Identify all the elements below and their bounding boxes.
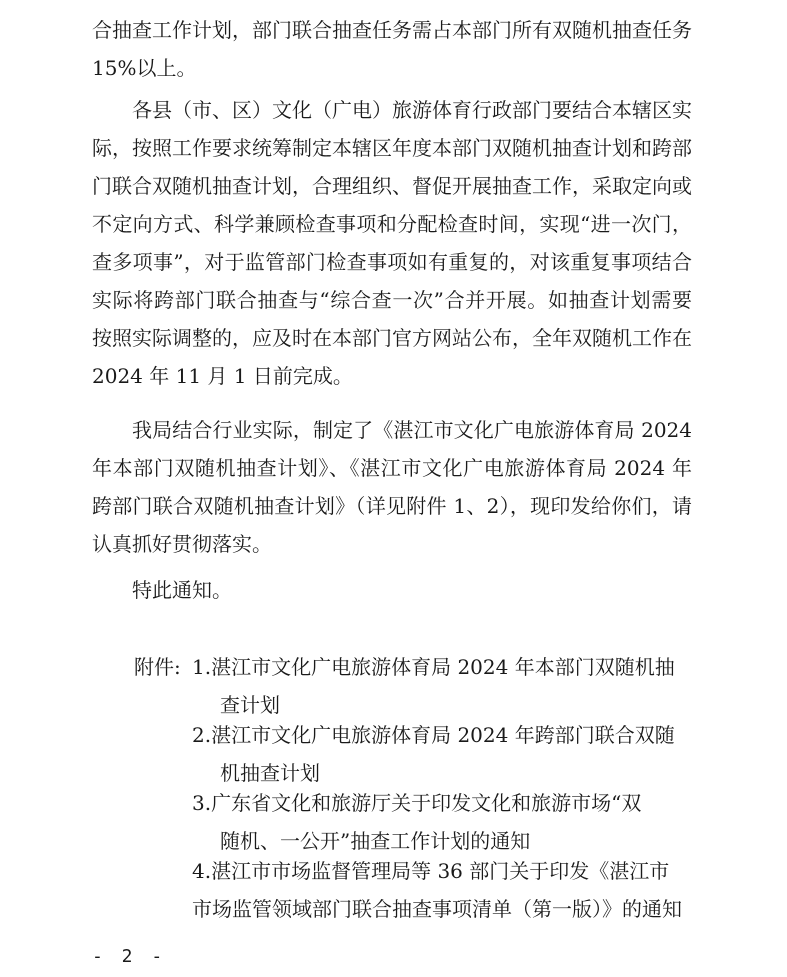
attachment-label: 附件: — [134, 655, 181, 679]
attachment-title-continued: 随机、一公开”抽查工作计划的通知 — [220, 829, 531, 853]
attachment-title: 广东省文化和旅游厅关于印发文化和旅游市场“双 — [211, 791, 642, 815]
attachment-title: 湛江市文化广电旅游体育局 2024 年跨部门联合双随 — [211, 723, 675, 747]
attachment-item-1 — [192, 648, 692, 724]
attachment-item-4 — [192, 852, 692, 928]
page-number: - 2 - — [92, 946, 167, 967]
attachment-number: 4. — [192, 859, 212, 883]
attachment-item-3 — [192, 784, 692, 860]
attachment-title-continued: 查计划 — [220, 693, 280, 717]
attachment-number: 1. — [192, 655, 212, 679]
attachment-title: 湛江市市场监督管理局等 36 部门关于印发《湛江市 — [211, 859, 670, 883]
attachment-number: 3. — [192, 791, 212, 815]
attachment-item-2 — [192, 716, 692, 792]
paragraph-1: 合抽查工作计划，部门联合抽查任务需占本部门所有双随机抽查任务 15%以上。 — [92, 18, 692, 80]
attachment-title-continued: 机抽查计划 — [220, 761, 320, 785]
paragraph-3: 我局结合行业实际，制定了《湛江市文化广电旅游体育局 2024年本部门双随机抽查计划》、《湛江市文化广电旅游体育局 2024 年跨部门联合双随机抽查计划》（详见附件 1、2），现印发给你们，请认真抓好贯彻落实。 — [92, 418, 692, 556]
attachment-title-continued: 市场监管领域部门联合抽查事项清单（第一版）》的通知 — [192, 897, 682, 921]
attachment-number: 2. — [192, 723, 212, 747]
paragraph-2: 各县（市、区）文化（广电）旅游体育行政部门要结合本辖区实际，按照工作要求统筹制定本辖区年度本部门双随机抽查计划和跨部门联合双随机抽查计划，合理组织、督促开展抽查工作，采取定向或不定向方式、科学兼顾检查事项和分配检查时间，实现“进一次门，查多项事”，对于监管部门检查事项如有重复的，对该重复事项结合实际将跨部门联合抽查与“综合查一次”合并开展。如抽查计划需要按照实际调整的，应及时在本部门官方网站公布，全年双随机工作在 2024 年 11 月 1 日前完成。 — [92, 98, 692, 388]
attachment-title: 湛江市文化广电旅游体育局 2024 年本部门双随机抽 — [211, 655, 675, 679]
closing-line: 特此通知。 — [132, 578, 232, 602]
